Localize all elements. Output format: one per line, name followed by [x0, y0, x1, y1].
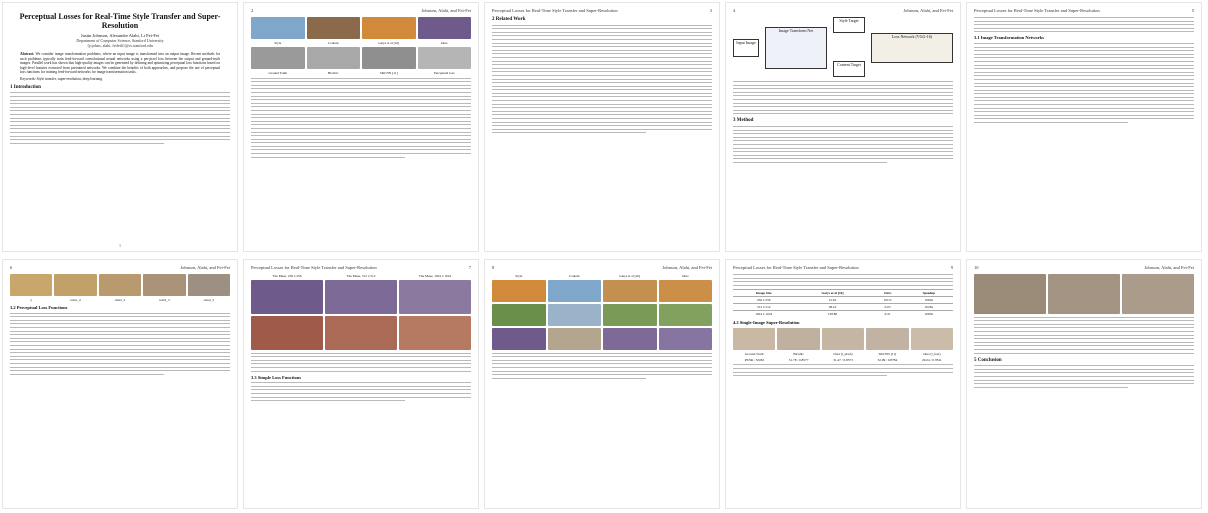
method-text	[733, 126, 953, 163]
fig6-image	[548, 304, 602, 326]
fig6-image	[603, 280, 657, 302]
page-header	[251, 265, 471, 270]
header-right: 3	[709, 8, 712, 13]
page-header	[492, 8, 712, 13]
input-image-box	[733, 39, 759, 57]
transform-net-box	[765, 27, 827, 69]
sr-label: Bicubic	[793, 351, 804, 356]
figure-4-muse	[251, 274, 471, 350]
sr-image	[866, 328, 908, 350]
page-3	[484, 2, 720, 252]
table1-cell: 1060x	[905, 310, 953, 317]
paper-title: Perceptual Losses for Real-Time Style Transfer and Super-Resolution	[19, 12, 221, 31]
page-header	[251, 8, 471, 13]
page-header	[10, 265, 230, 270]
table1-cell: 512 x 512	[733, 303, 794, 310]
style-target-label: Style Target	[839, 18, 859, 23]
page-5-text-2	[974, 43, 1194, 123]
table-row	[733, 296, 953, 303]
fig3-label: relu1_2	[70, 298, 81, 302]
fig3-label: relu2_2	[114, 298, 126, 302]
section-conclusion: 5 Conclusion	[974, 357, 1002, 363]
figure-super-res	[733, 328, 953, 362]
header-right: Johnson, Alahi, and Fei-Fei	[903, 8, 953, 13]
header-right: 7	[468, 265, 471, 270]
fig1-label: Gatys et al [10]	[378, 41, 400, 45]
page-10-text	[974, 317, 1194, 354]
table1-cell: 1060x	[905, 296, 953, 303]
paper-authors: Justin Johnson, Alexandre Alahi, Li Fei-Fei	[80, 33, 160, 39]
fig1-label: Perceptual loss	[434, 71, 455, 75]
abstract-label: Abstract.	[20, 52, 35, 57]
table1-cell: 12.02	[794, 296, 870, 303]
sr-value: PSNR / SSIM	[744, 357, 764, 362]
sr-label: Ground Truth	[744, 351, 764, 356]
keywords: Keywords: Style transfer, super-resolution, deep learning	[20, 76, 103, 81]
fig6-image	[603, 304, 657, 326]
sr-label: Ours (l_pixel)	[833, 351, 853, 356]
figure-super-res-2	[974, 274, 1194, 314]
fig3-image	[188, 274, 230, 296]
loss-network-box	[871, 33, 953, 63]
figure-2-system-diagram	[733, 17, 953, 77]
fig6-image	[659, 328, 713, 350]
sr2-image	[974, 274, 1046, 314]
page-5	[966, 2, 1202, 252]
paper-affiliation: Department of Computer Science, Stanford University	[76, 38, 164, 44]
table1-cell: 256 x 256	[733, 296, 794, 303]
fig6-image	[659, 304, 713, 326]
page-2	[243, 2, 479, 252]
related-text	[492, 25, 712, 134]
fig1-image	[251, 17, 305, 39]
header-left: 8	[492, 265, 495, 270]
header-left: 6	[10, 265, 13, 270]
sr-value: 31.78 / 0.8577	[788, 357, 809, 362]
fig4-label: The Muse, 1024 x 1024	[418, 274, 452, 278]
fig6-label: Style	[515, 274, 523, 278]
style-target-box	[833, 17, 865, 33]
fig1-label: Content	[327, 41, 339, 45]
sr-label: SRCNN [11]	[878, 351, 897, 356]
fig4-image	[399, 316, 471, 350]
table1-cell: 1026x	[905, 303, 953, 310]
page-number: 1	[119, 243, 121, 248]
sr-value: 31.47 / 0.8573	[833, 357, 853, 362]
content-target-label: Content Target	[837, 62, 861, 67]
table1-cell: 0.015	[871, 296, 905, 303]
header-left: Perceptual Losses for Real-Time Style Transfer and Super-Resolution	[492, 8, 618, 13]
fig6-image	[548, 280, 602, 302]
fig4-label: The Muse, 512 x 512	[346, 274, 376, 278]
fig6-label: Content	[568, 274, 580, 278]
page-8-text	[492, 353, 712, 379]
figure-6-style-results	[492, 274, 712, 350]
page-1	[2, 2, 238, 252]
fig6-image	[659, 280, 713, 302]
abstract-text: We consider image transformation problems, where an input image is transformed into an output image. Recent methods for such problems typically train feed-forward convolutional neural networks using a per-pixel loss between the output and ground-truth images. Parallel work has shown that high-quality images can be generated by defining and optimizing perceptual loss functions based on high-level features extracted from pretrained networks. We combine the benefits of both approaches, and propose the use of perceptual loss functions for training feed-forward networks for image transformation tasks.	[20, 52, 220, 75]
header-left: Perceptual Losses for Real-Time Style Transfer and Super-Resolution	[733, 265, 859, 270]
table1-cell: 1024 x 1024	[733, 310, 794, 317]
sr-label: Ours (l_feat)	[923, 351, 941, 356]
fig3-label: relu3_3	[159, 298, 170, 302]
table1-cell: 28.10	[794, 303, 870, 310]
loss-network-label: Loss Network (VGG-16)	[891, 34, 933, 39]
fig4-image	[251, 280, 323, 314]
sr2-image	[1048, 274, 1120, 314]
page-10	[966, 259, 1202, 509]
fig3-label: relu4_3	[203, 298, 214, 302]
page-header	[974, 8, 1194, 13]
section-super-res: 4.2 Single-Image Super-Resolution	[733, 319, 800, 325]
header-right: Johnson, Alahi, and Fei-Fei	[421, 8, 471, 13]
fig3-label: y	[30, 298, 33, 302]
fig1-image	[362, 47, 416, 69]
fig1-label: Ours	[440, 41, 448, 45]
fig3-image	[143, 274, 185, 296]
table1-cell: 0.05	[871, 303, 905, 310]
fig1-label: Bicubic	[327, 71, 339, 75]
fig4-image	[325, 280, 397, 314]
section-method: 3 Method	[733, 118, 754, 124]
input-image-label: Input Image	[736, 40, 756, 45]
table-row	[733, 310, 953, 317]
section-intro: 1 Introduction	[10, 84, 41, 90]
fig6-image	[492, 280, 546, 302]
fig6-image	[548, 328, 602, 350]
table1-header: Speedup	[905, 289, 953, 296]
page-9-text-2	[733, 364, 953, 376]
fig1-image	[362, 17, 416, 39]
table1-cell: 0.21	[871, 310, 905, 317]
header-left: 10	[974, 265, 979, 270]
sr-image	[911, 328, 953, 350]
page-4	[725, 2, 961, 252]
page-6	[2, 259, 238, 509]
abstract	[20, 52, 220, 74]
page-header	[733, 8, 953, 13]
table-row	[733, 303, 953, 310]
header-right: 9	[950, 265, 953, 270]
fig1-image	[251, 47, 305, 69]
page-header	[974, 265, 1194, 270]
fig4-image	[325, 316, 397, 350]
table1-header: Gatys et al [10]	[794, 289, 870, 296]
transform-net-label: Image Transform Net	[778, 28, 814, 33]
fig4-image	[399, 280, 471, 314]
fig6-image	[492, 304, 546, 326]
page-2-text	[251, 78, 471, 158]
figure-1-style	[251, 17, 471, 75]
header-left: 4	[733, 8, 736, 13]
page-5-text	[974, 17, 1194, 32]
fig1-label: Style	[274, 41, 282, 45]
page-9-text	[733, 274, 953, 286]
header-left: Perceptual Losses for Real-Time Style Transfer and Super-Resolution	[251, 265, 377, 270]
page-9	[725, 259, 961, 509]
fig1-image	[307, 17, 361, 39]
figure-3-reconstructions	[10, 274, 230, 302]
fig1-label: Ground Truth	[268, 71, 288, 75]
page-7-text	[251, 353, 471, 372]
sr-image	[822, 328, 864, 350]
header-right: Johnson, Alahi, and Fei-Fei	[180, 265, 230, 270]
fig4-label: The Muse, 256 x 256	[272, 274, 302, 278]
fig1-image	[307, 47, 361, 69]
fig1-label: SRCNN [11]	[379, 71, 398, 75]
fig4-image	[251, 316, 323, 350]
header-right: Johnson, Alahi, and Fei-Fei	[1144, 265, 1194, 270]
table-1-speed	[733, 289, 953, 317]
paper-emails: {jcjohns, alahi, feifeili}@cs.stanford.edu	[87, 43, 153, 49]
section-simple-loss: 3.3 Simple Loss Functions	[251, 374, 302, 380]
fig1-image	[418, 17, 472, 39]
page-header	[492, 265, 712, 270]
conclusion-text	[974, 365, 1194, 388]
sr-value: 29.24 / 0.7841	[922, 357, 942, 362]
page-header	[733, 265, 953, 270]
header-right: Johnson, Alahi, and Fei-Fei	[662, 265, 712, 270]
sr-image	[733, 328, 775, 350]
fig6-label: Ours	[681, 274, 689, 278]
table1-header: Ours	[871, 289, 905, 296]
sr2-image	[1122, 274, 1194, 314]
intro-text	[10, 92, 230, 143]
table1-header: Image Size	[733, 289, 794, 296]
header-left: Perceptual Losses for Real-Time Style Transfer and Super-Resolution	[974, 8, 1100, 13]
fig6-label: Gatys et al [10]	[619, 274, 641, 278]
header-right: 5	[1191, 8, 1194, 13]
fig3-image	[54, 274, 96, 296]
page-7-text-2	[251, 382, 471, 401]
sr-value: 32.99 / 0.8784	[877, 357, 898, 362]
table1-cell: 128.80	[794, 310, 870, 317]
fig6-image	[603, 328, 657, 350]
content-target-box	[833, 61, 865, 77]
section-image-transform: 3.1 Image Transformation Networks	[974, 35, 1044, 41]
page-4-text	[733, 81, 953, 114]
fig3-image	[10, 274, 52, 296]
page-6-text	[10, 313, 230, 375]
sr-image	[777, 328, 819, 350]
header-left: 2	[251, 8, 254, 13]
page-7	[243, 259, 479, 509]
fig6-image	[492, 328, 546, 350]
section-perceptual-loss: 3.2 Perceptual Loss Functions	[10, 305, 68, 310]
page-8	[484, 259, 720, 509]
fig3-image	[99, 274, 141, 296]
fig1-image	[418, 47, 472, 69]
section-related: 2 Related Work	[492, 17, 526, 22]
